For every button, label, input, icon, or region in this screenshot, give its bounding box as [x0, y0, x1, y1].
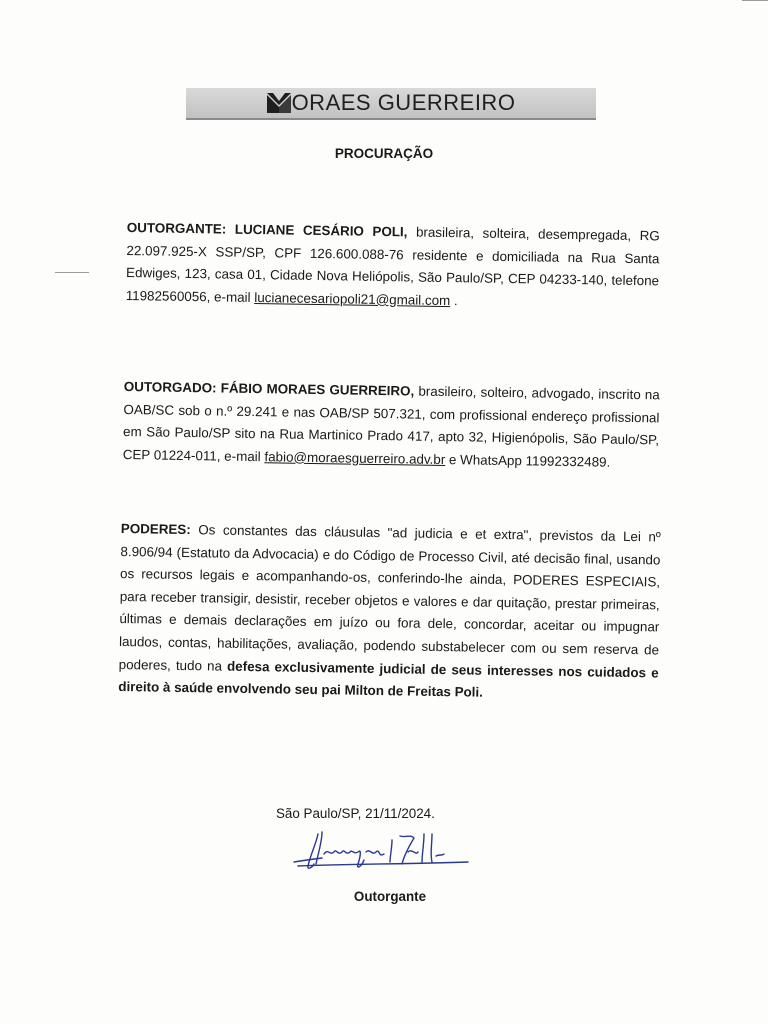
grantee-suffix: e WhatsApp 11992332489.	[448, 451, 611, 470]
scan-mark	[55, 272, 89, 273]
grantor-suffix: .	[453, 292, 458, 308]
powers-paragraph	[118, 518, 661, 707]
letterhead-banner	[186, 88, 596, 120]
signer-label: Outorgante	[353, 889, 427, 904]
grantor-name: LUCIANE CESÁRIO POLI,	[234, 221, 408, 240]
handwritten-signature	[288, 826, 470, 874]
document-title: PROCURAÇÃO	[334, 146, 434, 161]
firm-logo	[267, 90, 516, 116]
firm-name: ORAES GUERREIRO	[291, 90, 516, 115]
grantee-label: OUTORGADO:	[123, 378, 217, 396]
grantee-paragraph	[123, 376, 660, 475]
grantee-email: fabio@moraesguerreiro.adv.br	[264, 448, 446, 467]
grantor-text: 22.097.925-X SSP/SP, CPF 126.600.088-76 residente e domiciliada na Rua Santa Edwiges, 123, casa 01, Cidade Nova Heliópolis, São Paulo/SP, CEP 04233-140, telefone 11982560056, e-mail	[125, 242, 660, 305]
scan-mark	[742, 0, 768, 1]
powers-text: Os constantes das cláusulas "ad judicia e et extra", previstos da Lei nº 8.906/94 (Estatuto da Advocacia) e do Código de Processo Civil, até decisão final, usando os recursos legais e acompanhando-os, conferindo-lhe ainda, PODERES ESPECIAIS, para receber transigir, desistir, receber objetos e valores e dar quitação, prestar primeiras, últimas e demais declarações em juízo ou fora dele, concordar, aceitar ou impugnar laudos, contas, habilitações, avaliação, podendo substabelecer com ou sem reserva de poderes, tudo na	[118, 522, 661, 674]
powers-emphasis: defesa exclusivamente judicial de seus interesses nos cuidados e direito à saúde envolvendo seu pai Milton de Freitas Poli.	[118, 658, 659, 700]
grantee-text: brasileiro, solteiro, advogado, inscrito na OAB/SC sob o n.º 29.241 e nas OAB/SP 507.321, com profissional endereço profissional em São Paulo/SP sito na Rua Martinico Prado 417, apto 32, Higienópolis, São Paulo/SP, CEP 01224-011, e-mail	[122, 383, 660, 464]
grantor-label: OUTORGANTE:	[126, 219, 227, 237]
powers-label: PODERES:	[120, 520, 191, 538]
grantor-paragraph	[126, 217, 660, 316]
grantee-name: FÁBIO MORAES GUERREIRO,	[220, 380, 415, 399]
place-date: São Paulo/SP, 21/11/2024.	[276, 806, 435, 821]
grantor-text-line1: brasileira, solteira, desempregada, RG	[415, 224, 660, 244]
grantor-email: lucianecesariopoli21@gmail.com	[254, 289, 451, 308]
logo-monogram-icon	[267, 93, 291, 113]
